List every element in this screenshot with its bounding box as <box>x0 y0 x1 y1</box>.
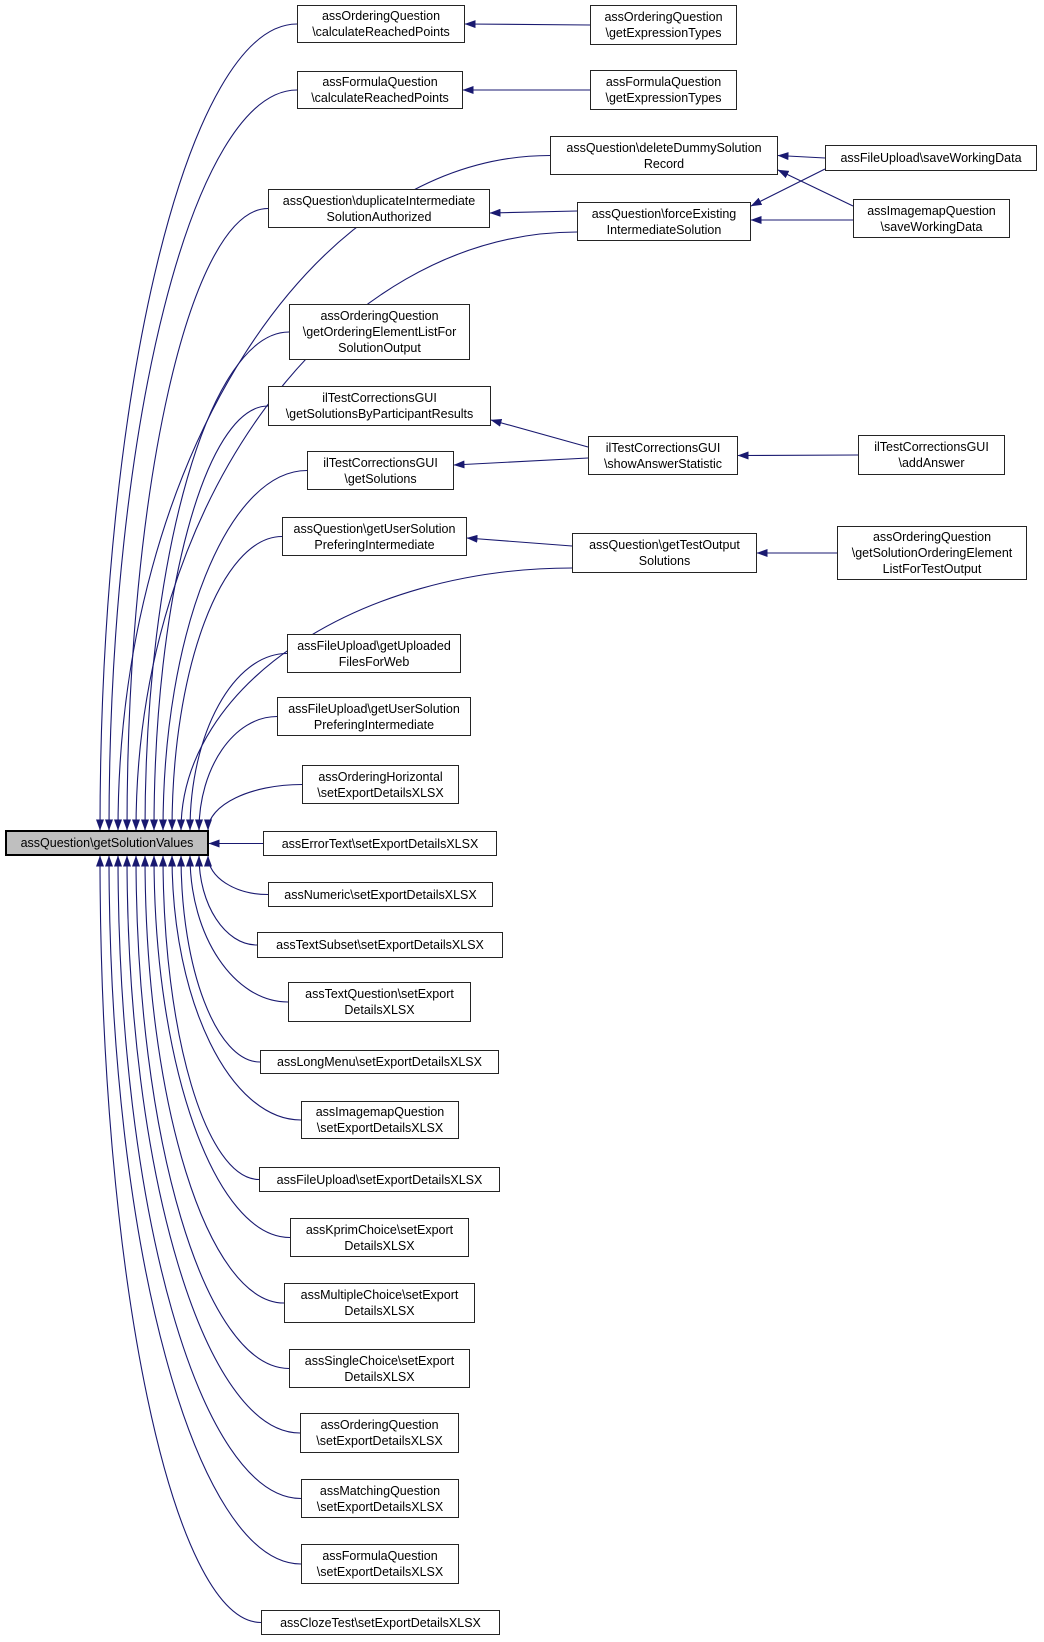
node-label-line: assOrderingQuestion <box>872 530 992 544</box>
node-label-line: \saveWorkingData <box>880 219 983 234</box>
node-label-line: PreferingIntermediate <box>314 537 435 552</box>
node-label-line: assTextSubset\setExportDetailsXLSX <box>276 938 484 952</box>
node-label-line: assQuestion\forceExisting <box>591 206 737 221</box>
node-label-line: \setExportDetailsXLSX <box>317 785 444 800</box>
graph-node-getSolByPart[interactable] <box>268 386 491 426</box>
edge-showAnswer-getSolutions <box>454 458 588 465</box>
node-label-line: assQuestion\duplicateIntermediate <box>282 193 476 208</box>
edge-fuSave-delDummy <box>778 156 825 159</box>
node-label-line: assClozeTest\setExportDetailsXLSX <box>280 1615 481 1630</box>
edges-group <box>100 24 858 1623</box>
graph-node-delDummy[interactable] <box>550 136 778 175</box>
node-label-line: \calculateReachedPoints <box>312 25 450 39</box>
edge-showAnswer-getSolByPart <box>491 420 588 447</box>
graph-node-solOrdElem[interactable] <box>837 526 1027 580</box>
node-label-line: \getExpressionTypes <box>605 26 722 40</box>
graph-node-dupIntermediate[interactable] <box>268 189 490 228</box>
node-label-line: SolutionAuthorized <box>326 209 432 224</box>
graph-node-matching[interactable] <box>301 1479 459 1518</box>
graph-node-formulaX[interactable] <box>301 1544 459 1584</box>
edge-ordExpr-ordCalc <box>465 24 590 25</box>
edge-clozeTest-main <box>100 856 261 1623</box>
graph-node-getUserSol[interactable] <box>282 517 467 556</box>
node-label-line: assErrorText\setExportDetailsXLSX <box>281 836 479 851</box>
node-label-line: \setExportDetailsXLSX <box>316 1565 444 1579</box>
node-label-line: assFileUpload\saveWorkingData <box>840 151 1022 165</box>
edge-ordHoriz-main <box>208 785 302 831</box>
node-label-line: assFileUpload\getUploaded <box>297 638 451 653</box>
edge-fuGetUserSol-main <box>199 717 277 831</box>
graph-node-forceExist[interactable] <box>577 202 751 241</box>
node-label-line: ilTestCorrectionsGUI <box>322 391 437 405</box>
graph-node-ordX[interactable] <box>300 1413 459 1453</box>
node-label-line: PreferingIntermediate <box>313 717 435 732</box>
graph-node-multiple[interactable] <box>284 1283 475 1323</box>
node-label-line: assNumeric\setExportDetailsXLSX <box>284 887 477 902</box>
node-label-line: \setExportDetailsXLSX <box>316 1499 444 1514</box>
node-label-line: assFileUpload\getUserSolution <box>288 701 460 716</box>
node-label-line: \showAnswerStatistic <box>603 456 723 471</box>
graph-node-kprim[interactable] <box>290 1218 469 1257</box>
graph-node-main <box>5 830 209 856</box>
graph-node-numeric[interactable] <box>268 882 493 907</box>
node-label-line: ilTestCorrectionsGUI <box>323 455 438 470</box>
graph-node-imagemapX[interactable] <box>301 1101 459 1139</box>
node-label-line: assOrderingQuestion <box>321 9 441 23</box>
node-label-line: \getOrderingElementListFor <box>302 325 457 339</box>
node-label-line: ListForTestOutput <box>882 562 982 576</box>
node-label-line: \getSolutionOrderingElement <box>851 546 1013 560</box>
edge-getUserSol-main <box>172 537 282 831</box>
graph-node-formCalc[interactable] <box>297 71 463 109</box>
node-label-line: ilTestCorrectionsGUI <box>874 440 989 454</box>
graph-node-getSolutions[interactable] <box>307 451 454 490</box>
graph-node-fuGetUploaded[interactable] <box>287 634 461 673</box>
graph-node-single[interactable] <box>289 1349 470 1388</box>
edge-getTestOutput-getUserSol <box>467 538 572 546</box>
graph-node-ordHoriz[interactable] <box>302 765 459 804</box>
node-label-line: Record <box>643 156 685 171</box>
node-label-line: assSingleChoice\setExport <box>304 1353 455 1368</box>
node-label-line: FilesForWeb <box>338 654 410 669</box>
node-label-line: assLongMenu\setExportDetailsXLSX <box>277 1055 482 1069</box>
graph-node-fileUploadX[interactable] <box>259 1167 500 1192</box>
node-label-line: assOrderingQuestion <box>604 10 723 24</box>
node-label-line: assTextQuestion\setExport <box>305 987 454 1001</box>
node-label-line: \calculateReachedPoints <box>311 91 449 105</box>
edge-textQuestion-main <box>190 856 288 1002</box>
graph-node-showAnswer[interactable] <box>588 436 738 475</box>
graph-node-textQuestion[interactable] <box>288 982 471 1022</box>
graph-node-fuSave[interactable] <box>825 145 1037 171</box>
node-label-line: DetailsXLSX <box>344 1369 415 1384</box>
node-label-line: IntermediateSolution <box>606 222 722 237</box>
edge-multiple-main <box>145 856 284 1303</box>
graph-node-ordCalc[interactable] <box>297 5 465 43</box>
node-label-line: \getSolutionsByParticipantResults <box>285 407 474 421</box>
graph-node-errorText[interactable] <box>263 831 497 856</box>
edge-imgSave-delDummy <box>778 170 853 206</box>
graph-node-imgSave[interactable] <box>853 199 1010 238</box>
node-label-line: \setExportDetailsXLSX <box>316 1121 444 1135</box>
node-label-line: assFormulaQuestion <box>322 75 438 89</box>
node-label-line: \getExpressionTypes <box>605 91 722 105</box>
node-label-line: assMultipleChoice\setExport <box>300 1288 459 1302</box>
node-label-line: assFormulaQuestion <box>605 75 722 89</box>
edge-addAnswer-showAnswer <box>738 455 858 456</box>
node-label-line: assOrderingQuestion <box>320 1418 439 1432</box>
graph-node-getTestOutput[interactable] <box>572 533 757 573</box>
node-label-line: assQuestion\getUserSolution <box>293 521 456 536</box>
node-label-line: assMatchingQuestion <box>319 1483 441 1498</box>
node-label-line: \getSolutions <box>344 471 417 486</box>
node-label-line: assImagemapQuestion <box>315 1105 445 1119</box>
node-label-line: assQuestion\getSolutionValues <box>20 836 194 850</box>
edge-getSolByPart-main <box>154 406 268 830</box>
graph-node-fuGetUserSol[interactable] <box>277 697 471 736</box>
graph-node-clozeTest[interactable] <box>261 1610 500 1635</box>
graph-node-formExpr[interactable] <box>590 70 737 110</box>
node-label-line: SolutionOutput <box>338 341 421 355</box>
node-label-line: assImagemapQuestion <box>867 203 996 218</box>
node-label-line: assFormulaQuestion <box>322 1549 438 1563</box>
edge-forceExist-dupIntermediate <box>490 211 577 213</box>
node-label-line: assQuestion\getTestOutput <box>589 538 740 552</box>
node-label-line: ilTestCorrectionsGUI <box>605 440 721 455</box>
node-label-line: assQuestion\deleteDummySolution <box>566 140 762 155</box>
edge-formulaX-main <box>109 856 301 1564</box>
node-label-line: assFileUpload\setExportDetailsXLSX <box>276 1172 483 1187</box>
edge-textSubset-main <box>199 856 257 945</box>
graph-node-ordExpr[interactable] <box>590 5 737 45</box>
graph-node-textSubset[interactable] <box>257 932 503 958</box>
node-label-line: DetailsXLSX <box>344 1238 415 1253</box>
node-label-line: DetailsXLSX <box>344 1003 415 1017</box>
graph-node-addAnswer[interactable] <box>858 435 1005 475</box>
node-label-line: Solutions <box>638 554 691 568</box>
node-label-line: assOrderingQuestion <box>320 309 439 323</box>
edge-longMenu-main <box>181 856 260 1062</box>
node-label-line: \setExportDetailsXLSX <box>316 1434 443 1448</box>
node-label-line: assKprimChoice\setExport <box>305 1222 454 1237</box>
edge-numeric-main <box>208 856 268 895</box>
node-label-line: assOrderingHorizontal <box>318 769 443 784</box>
node-label-line: DetailsXLSX <box>344 1304 415 1318</box>
graph-node-longMenu[interactable] <box>260 1050 499 1074</box>
graph-node-ordElemList[interactable] <box>289 304 470 360</box>
node-label-line: \addAnswer <box>898 456 965 470</box>
